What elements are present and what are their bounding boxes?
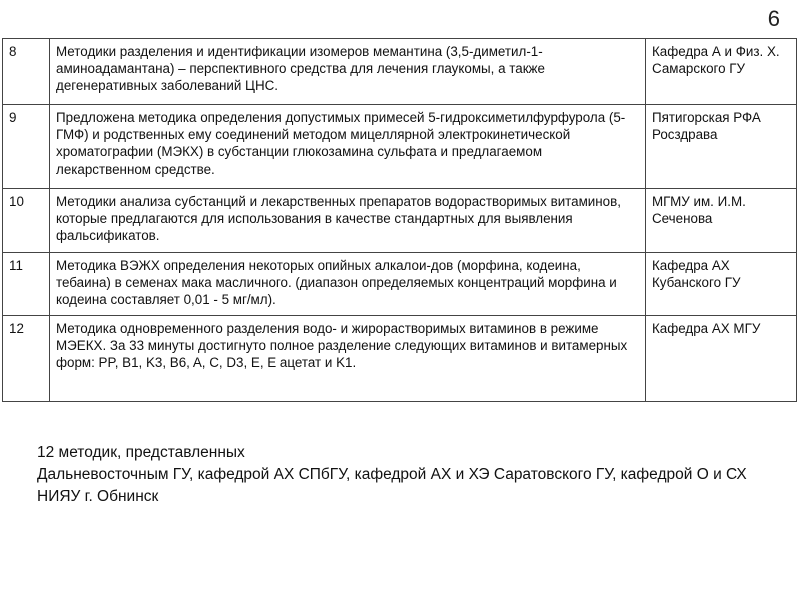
row-number: 10: [3, 189, 50, 253]
method-description: Предложена методика определения допустимых примесей 5-гидроксиметилфурфурола (5-ГМФ) и родственных ему соединений методом мицеллярной электрокинетической хроматографии (МЭКХ) в субстанции глюкозамина сульфата и предлагаемом лекарственном средстве.: [50, 105, 646, 189]
row-number: 8: [3, 39, 50, 105]
table-row: [3, 39, 797, 105]
method-description: Методика одновременного разделения водо- и жирорастворимых витаминов в режиме МЭЕКХ. За 33 минуты достигнуто полное разделение следующих витаминов и витамерных форм: PP, B1, K3, B6, A, C, D3, E, E ацетат и K1.: [50, 315, 646, 401]
organization: МГМУ им. И.М. Сеченова: [646, 189, 797, 253]
organization: Кафедра А и Физ. Х. Самарского ГУ: [646, 39, 797, 105]
table-row: [3, 105, 797, 189]
footer-line-2: Дальневосточным ГУ, кафедрой АХ СПбГУ, кафедрой АХ и ХЭ Саратовского ГУ, кафедрой О и СХ НИЯУ г. Обнинск: [37, 466, 747, 505]
organization: Кафедра АХ МГУ: [646, 315, 797, 401]
table-row: [3, 189, 797, 253]
organization: Кафедра АХ Кубанского ГУ: [646, 253, 797, 316]
table-row: [3, 253, 797, 316]
table-row: [3, 315, 797, 401]
organization: Пятигорская РФА Росздрава: [646, 105, 797, 189]
row-number: 11: [3, 253, 50, 316]
footer-line-1: 12 методик, представленных: [37, 444, 245, 461]
method-description: Методика ВЭЖХ определения некоторых опийных алкалои-дов (морфина, кодеина, тебаина) в семенах мака масличного. (диапазон определяемых концентраций морфина и кодеина составляет 0,01 - 5 мг/мл).: [50, 253, 646, 316]
row-number: 12: [3, 315, 50, 401]
footer-note: [37, 442, 787, 508]
methods-table: [2, 38, 797, 402]
method-description: Методики анализа субстанций и лекарственных препаратов водорастворимых витаминов, которые предлагаются для использования в качестве стандартных для выявления фальсификатов.: [50, 189, 646, 253]
row-number: 9: [3, 105, 50, 189]
page-number: 6: [767, 6, 780, 31]
method-description: Методики разделения и идентификации изомеров мемантина (3,5-диметил-1-аминоадамантана) – перспективного средства для лечения глаукомы, а также дегенеративных заболеваний ЦНС.: [50, 39, 646, 105]
